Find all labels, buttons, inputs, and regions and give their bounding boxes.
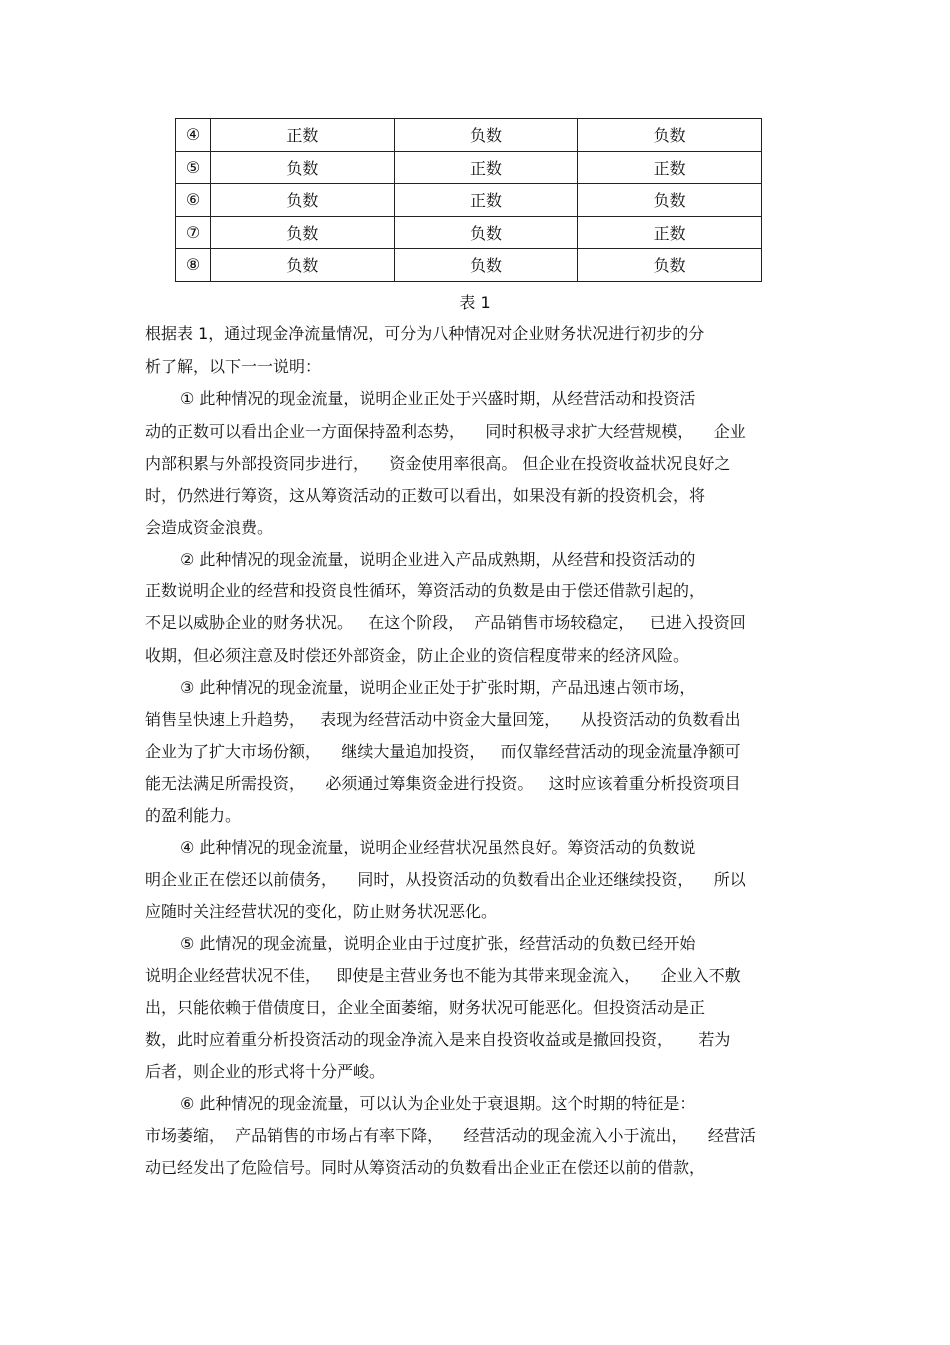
table-cell: 负数 (394, 119, 578, 152)
paragraph-line: 明企业正在偿还以前债务， 同时，从投资活动的负数看出企业还继续投资， 所以 (145, 870, 746, 889)
paragraph-line: 后者，则企业的形式将十分严峻。 (145, 1062, 386, 1081)
table-cell: 负数 (211, 151, 395, 184)
paragraph-line: ① 此种情况的现金流量，说明企业正处于兴盛时期，从经营活动和投资活 (180, 389, 696, 408)
table-cell: 正数 (211, 119, 395, 152)
paragraph-line: ⑤ 此情况的现金流量，说明企业由于过度扩张，经营活动的负数已经开始 (180, 934, 696, 953)
paragraph-line: 销售呈快速上升趋势， 表现为经营活动中资金大量回笼， 从投资活动的负数看出 (145, 710, 741, 729)
row-index-cell: ⑤ (176, 151, 211, 184)
paragraph-line: ③ 此种情况的现金流量，说明企业正处于扩张时期，产品迅速占领市场， (180, 678, 696, 697)
paragraph-line: 动的正数可以看出企业一方面保持盈利态势， 同时积极寻求扩大经营规模， 企业 (145, 422, 746, 441)
paragraph-line: 析了解，以下一一说明： (145, 357, 322, 376)
paragraph-line: 内部积累与外部投资同步进行， 资金使用率很高。 但企业在投资收益状况良好之 (145, 454, 731, 473)
table-cell: 负数 (578, 119, 762, 152)
paragraph-line: 的盈利能力。 (145, 806, 242, 825)
paragraph-line: 根据表 1，通过现金净流量情况，可分为八种情况对企业财务状况进行初步的分 (145, 324, 705, 343)
paragraph-line: 收期，但必须注意及时偿还外部资金，防止企业的资信程度带来的经济风险。 (145, 646, 690, 665)
table-row (176, 184, 762, 217)
table-cell: 正数 (578, 216, 762, 249)
table-row (176, 216, 762, 249)
table-row (176, 249, 762, 282)
paragraph-line: 动已经发出了危险信号。同时从筹资活动的负数看出企业正在偿还以前的借款， (145, 1158, 706, 1177)
paragraph-line: ④ 此种情况的现金流量，说明企业经营状况虽然良好。筹资活动的负数说 (180, 838, 696, 857)
paragraph-line: ⑥ 此种情况的现金流量，可以认为企业处于衰退期。这个时期的特征是： (180, 1094, 696, 1113)
table-row (176, 151, 762, 184)
row-index-cell: ⑦ (176, 216, 211, 249)
paragraph-line: 出，只能依赖于借债度日，企业全面萎缩，财务状况可能恶化。但投资活动是正 (145, 998, 706, 1017)
table-cell: 负数 (211, 216, 395, 249)
table-cell: 负数 (211, 184, 395, 217)
paragraph-line: 不足以威胁企业的财务状况。 在这个阶段， 产品销售市场较稳定， 已进入投资回 (145, 613, 746, 632)
table-cell: 正数 (578, 151, 762, 184)
table-cell: 负数 (394, 249, 578, 282)
paragraph-line: 会造成资金浪费。 (145, 518, 274, 537)
table-cell: 负数 (211, 249, 395, 282)
table-cell: 负数 (578, 249, 762, 282)
row-index-cell: ⑥ (176, 184, 211, 217)
row-index-cell: ④ (176, 119, 211, 152)
table-caption: 表 1 (459, 293, 491, 312)
paragraph-line: 数，此时应着重分析投资活动的现金净流入是来自投资收益或是撤回投资， 若为 (145, 1030, 731, 1049)
table-cell: 负数 (578, 184, 762, 217)
paragraph-line: 市场萎缩， 产品销售的市场占有率下降， 经营活动的现金流入小于流出， 经营活 (145, 1126, 756, 1145)
paragraph-line: 能无法满足所需投资， 必须通过筹集资金进行投资。 这时应该着重分析投资项目 (145, 774, 741, 793)
table-cell: 正数 (394, 151, 578, 184)
table-row (176, 119, 762, 152)
paragraph-line: ② 此种情况的现金流量，说明企业进入产品成熟期，从经营和投资活动的 (180, 550, 696, 569)
paragraph-line: 正数说明企业的经营和投资良性循环，筹资活动的负数是由于偿还借款引起的， (145, 581, 706, 600)
row-index-cell: ⑧ (176, 249, 211, 282)
paragraph-line: 时，仍然进行筹资，这从筹资活动的正数可以看出，如果没有新的投资机会，将 (145, 486, 706, 505)
paragraph-line: 说明企业经营状况不佳， 即使是主营业务也不能为其带来现金流入， 企业入不敷 (145, 966, 741, 985)
table-cell: 正数 (394, 184, 578, 217)
table-cell: 负数 (394, 216, 578, 249)
paragraph-line: 企业为了扩大市场份额， 继续大量追加投资， 而仅靠经营活动的现金流量净额可 (145, 742, 741, 761)
paragraph-line: 应随时关注经营状况的变化，防止财务状况恶化。 (145, 902, 498, 921)
cash-flow-table (175, 118, 762, 282)
